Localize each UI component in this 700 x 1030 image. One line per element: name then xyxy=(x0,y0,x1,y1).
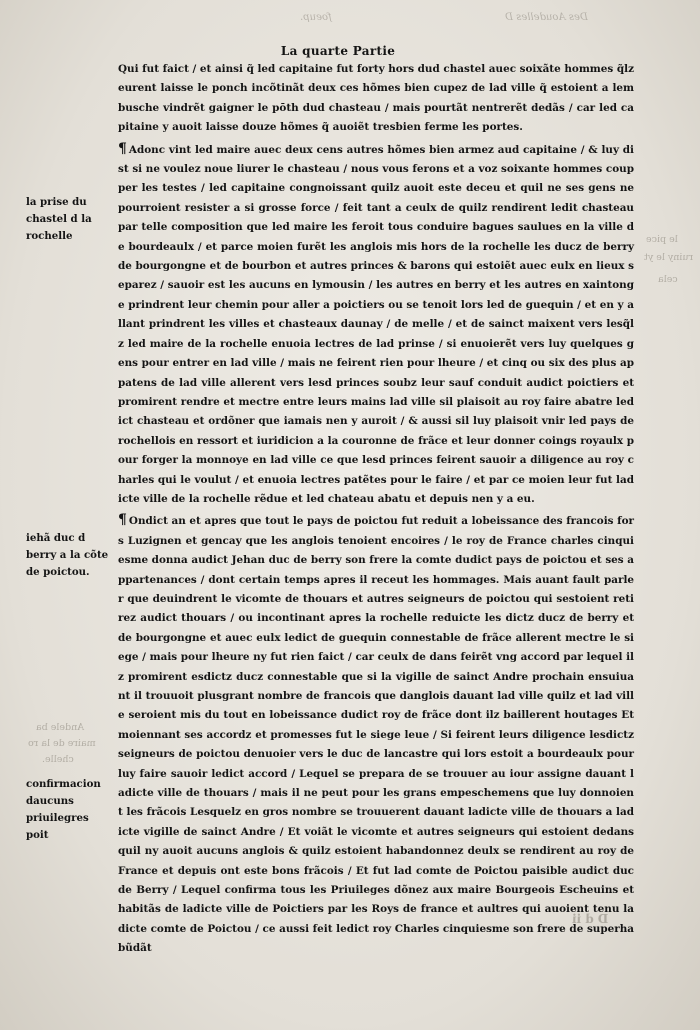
pilcrow-icon: ¶ xyxy=(118,512,127,529)
page-title: La quarte Partie xyxy=(280,44,396,58)
main-text xyxy=(118,60,634,959)
paragraph xyxy=(118,140,634,510)
signature-mark: D d ii xyxy=(572,912,609,926)
paragraph xyxy=(118,511,634,958)
show-through-text: foeup. xyxy=(300,12,332,23)
show-through-text: cela xyxy=(658,274,678,285)
paragraph-text: Ondict an et apres que tout le pays de poictou fut reduit a lobeissance des francois fors Luzignen et gencay que les anglois tenoient encoires / le roy de France charles cinquiesme donna audict Jehan duc de berry son frere la comte dudict pays de poictou et ses appartenances / dont certain temps apres il receut les hommages. Mais auant fault parler que deuindrent le vicomte de thouars et autres seigneurs de poictou qui sestoient retirez audict thouars / ou incontinant apres la rochelle reduicte les dictz ducz de berry et de bourgongne et auec eulx ledict de guequin connestable de frãce allerent mectre le siege / mais pour lheure ny fut rien faict / car ceulx de dans feirẽt vng accord par lequel ilz promirent esdictz ducz connestable que si la vigille de sainct Andre prochain ensuiuant il trouuoit plusgrant nombre de francois que danglois dauant lad ville quilz et lad ville seroient mis du tout en lobeissance dudict roy de frãce dont ilz baillerent houtages Et moiennant ses accordz et promesses fut le siege leue / Si feirent leurs diligence lesdictz seigneurs de poictou denuoier vers le duc de lancastre qui lors estoit a bourdeaulx pour luy faire sauoir ledict accord / Lequel se prepara de se trouuer au iour assigne dauant ladicte ville de thouars / mais il ne peut pour les grans empeschemens que luy donnoient les frãcois Lesquelz en gros nombre se trouuerent dauant ladicte ville de thouars a ladicte vigille de sainct Andre / Et voiãt le vicomte et autres seigneurs qui estoient dedans quil ny auoit aucuns anglois & quilz estoient habandonnez deulx se rendirent au roy de France et depuis ont este bons frãcois / Et fut lad comte de Poictou paisible audict duc de Berry / Lequel confirma tous les Priuileges dõnez aux maire Bourgeois Escheuins et habitãs de ladicte ville de Poictiers par les Roys de france et aultres qui auoient tenu ladicte comte de Poictou / ce aussi feit ledict roy Charles cinquiesme son frere de superhabũdãt xyxy=(118,515,634,955)
show-through-text: chelle. xyxy=(42,754,74,765)
pilcrow-icon: ¶ xyxy=(118,140,127,157)
paragraph-text: Adonc vint led maire auec deux cens autres hõmes bien armez aud capitaine / & luy dist si ne voulez noue liurer le chasteau / nous vous ferons et a voz soixante hommes coupper les testes / led capitaine congnoissant quilz auoit este deceu et quil ne ses gens ne pourroient resister a si grosse force / feit tant a ceulx de quilz rendirent ledit chasteau par telle composition que led maire les feroit tous conduire bagues saulues en la ville de bourdeaulx / et parce moien furẽt les anglois mis hors de la rochelle les ducz de berry de bourgongne et de bourbon et autres princes & barons qui estoiẽt auec eulx en lieux separez / sauoir est les aucuns en lymousin / les autres en berry et les autres en xaintonge prindrent leur chemin pour aller a poictiers ou se tenoit lors led de guequin / et en y allant prindrent les villes et chasteaux daunay / de melle / et de sainct maixent vers lesq̃lz led maire de la rochelle enuoia lectres de lad prinse / si enuoierẽt vers luy quelques gens pour entrer en lad ville / mais ne feirent rien pour lheure / et cinq ou six des plus appatens de lad ville allerent vers lesd princes soubz leur sauf conduit audict poictiers et promirent rendre et mectre entre leurs mains lad ville sil plaisoit au roy faire abatre ledict chasteau et ordõner que iamais nen y auroit / & aussi sil luy plaisoit vnir led pays de rochellois en ressort et iuridicion a la couronne de frãce et leur donner coings royaulx pour forger la monnoye en lad ville ce que lesd princes feirent sauoir a diligence au roy charles qui le voulut / et enuoia lectres patẽtes pour le faire / et par ce moien leur fut ladicte ville de la rochelle rẽdue et led chateau abatu et depuis nen y a eu. xyxy=(118,143,634,505)
show-through-text: Des Aoudelles D xyxy=(505,12,588,23)
show-through-text: maire de la ro xyxy=(28,738,96,749)
paragraph: Qui fut faict / et ainsi q̃ led capitaine fut forty hors dud chastel auec soixãte hommes q̃lz eurent laisse le ponch incõtinãt deux ces hõmes bien cupez de lad ville q̃ estoient a lembusche vindrẽt gaigner le pōth dud chasteau / mais pourtãt nentrerẽt dedãs / car led capitaine y auoit laisse douze hõmes q̃ auoiẽt tresbien ferme les portes. xyxy=(118,63,634,134)
show-through-text: ruiny le yt xyxy=(644,252,694,263)
margin-note: confirmacion daucuns priuilegres poit xyxy=(26,778,101,841)
show-through-text: Andele ba xyxy=(36,722,85,733)
show-through-text: le pice xyxy=(646,234,678,245)
margin-note: iehã duc d berry a la cõte de poictou. xyxy=(26,532,109,578)
margin-note: la prise du chastel d la rochelle xyxy=(26,196,92,242)
